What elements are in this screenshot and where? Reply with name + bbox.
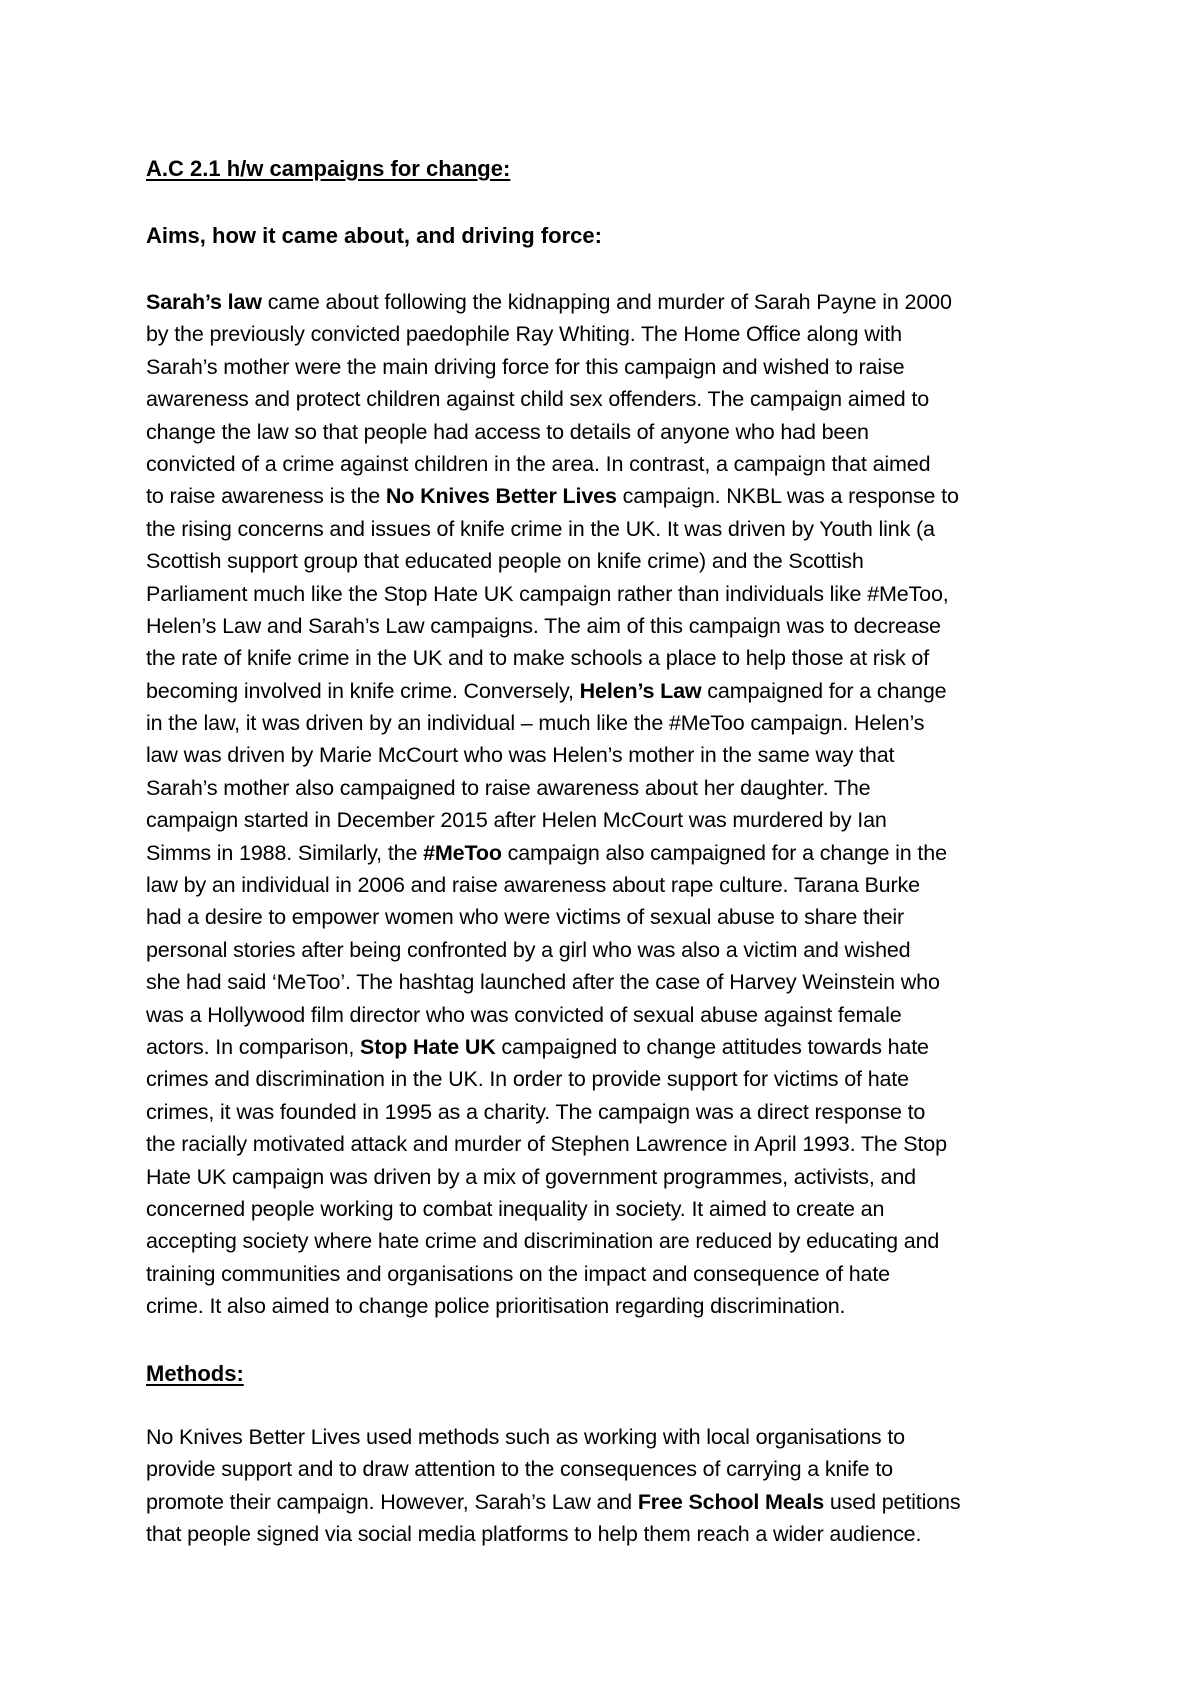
text-line — [146, 351, 1076, 383]
text-line — [146, 578, 1076, 610]
text-line — [146, 480, 1076, 512]
text-run: the racially motivated attack and murder of Stephen Lawrence in April 1993. The Stop — [146, 1132, 947, 1157]
text-run: Sarah’s mother were the main driving force for this campaign and wished to raise — [146, 354, 905, 379]
text-line — [146, 1031, 1076, 1063]
text-run: campaign also campaigned for a change in the — [501, 840, 947, 865]
text-line — [146, 901, 1076, 933]
text-run: personal stories after being confronted by a girl who was also a victim and wished — [146, 937, 911, 962]
text-line — [146, 1258, 1076, 1290]
text-run: had a desire to empower women who were victims of sexual abuse to share their — [146, 905, 905, 930]
text-run: the rising concerns and issues of knife crime in the UK. It was driven by Youth link (a — [146, 516, 935, 541]
text-run: crimes, it was founded in 1995 as a charity. The campaign was a direct response to — [146, 1099, 926, 1124]
text-run: accepting society where hate crime and discrimination are reduced by educating and — [146, 1229, 940, 1254]
text-line — [146, 772, 1076, 804]
text-line — [146, 642, 1076, 674]
text-run: Hate UK campaign was driven by a mix of government programmes, activists, and — [146, 1164, 916, 1189]
text-line — [146, 1453, 1076, 1485]
text-line — [146, 804, 1076, 836]
text-line — [146, 1063, 1076, 1095]
section-heading-methods: Methods: — [146, 1361, 244, 1386]
text-run: by the previously convicted paedophile Ray Whiting. The Home Office along with — [146, 322, 902, 347]
text-line — [146, 1518, 1076, 1550]
text-run: convicted of a crime against children in the area. In contrast, a campaign that aimed — [146, 451, 931, 476]
text-line — [146, 1096, 1076, 1128]
paragraph-methods — [146, 1421, 1076, 1551]
text-line — [146, 869, 1076, 901]
text-run: law by an individual in 2006 and raise awareness about rape culture. Tarana Burke — [146, 873, 920, 898]
bold-campaign-name: Sarah’s law — [146, 290, 262, 314]
text-run: was a Hollywood film director who was convicted of sexual abuse against female — [146, 1002, 902, 1027]
text-line — [146, 675, 1076, 707]
text-run: that people signed via social media platforms to help them reach a wider audience. — [146, 1522, 922, 1547]
text-run: Simms in 1988. Similarly, the — [146, 840, 424, 865]
bold-campaign-name: No Knives Better Lives — [385, 484, 617, 509]
section-heading-aims: Aims, how it came about, and driving force: — [146, 223, 602, 248]
text-line — [146, 1486, 1076, 1518]
text-run: becoming involved in knife crime. Conversely, — [146, 678, 580, 703]
text-run: campaign started in December 2015 after Helen McCourt was murdered by Ian — [146, 808, 887, 833]
text-line — [146, 1290, 1076, 1322]
text-run: awareness and protect children against child sex offenders. The campaign aimed to — [146, 387, 930, 412]
bold-campaign-name: #MeToo — [423, 840, 502, 865]
text-run: campaign. NKBL was a response to — [616, 484, 959, 509]
text-run: campaigned to change attitudes towards hate — [495, 1034, 929, 1059]
document-title: A.C 2.1 h/w campaigns for change: — [146, 156, 511, 181]
text-run: crime. It also aimed to change police prioritisation regarding discrimination. — [146, 1294, 846, 1319]
text-line — [146, 1225, 1076, 1257]
text-run: to raise awareness is the — [146, 484, 386, 509]
text-run: she had said ‘MeToo’. The hashtag launched after the case of Harvey Weinstein who — [146, 970, 940, 995]
text-line — [146, 1161, 1076, 1193]
text-run: used petitions — [824, 1489, 961, 1514]
text-run: promote their campaign. However, Sarah’s Law and — [146, 1489, 638, 1514]
text-line — [146, 610, 1076, 642]
text-line — [146, 837, 1076, 869]
text-line — [146, 1128, 1076, 1160]
text-run: crimes and discrimination in the UK. In order to provide support for victims of hate — [146, 1067, 909, 1092]
text-line — [146, 966, 1076, 998]
text-run: law was driven by Marie McCourt who was Helen’s mother in the same way that — [146, 743, 895, 768]
text-run: the rate of knife crime in the UK and to make schools a place to help those at risk of — [146, 646, 930, 671]
paragraph-aims — [146, 286, 1076, 1323]
text-run: Sarah’s mother also campaigned to raise awareness about her daughter. The — [146, 775, 871, 800]
text-line — [146, 513, 1076, 545]
text-line — [146, 545, 1076, 577]
text-line — [146, 318, 1076, 350]
text-run: Helen’s Law and Sarah’s Law campaigns. The aim of this campaign was to decrease — [146, 613, 941, 638]
text-run: actors. In comparison, — [146, 1034, 361, 1059]
text-run: change the law so that people had access to details of anyone who had been — [146, 419, 869, 444]
text-run: concerned people working to combat inequality in society. It aimed to create an — [146, 1196, 885, 1221]
text-run: campaigned for a change — [701, 678, 947, 703]
text-line — [146, 1193, 1076, 1225]
text-line — [146, 448, 1076, 480]
text-line — [146, 739, 1076, 771]
bold-campaign-name: Free School Meals — [637, 1489, 825, 1514]
text-line — [146, 383, 1076, 415]
text-line — [146, 286, 1076, 318]
text-line — [146, 999, 1076, 1031]
text-run: provide support and to draw attention to the consequences of carrying a knife to — [146, 1457, 893, 1482]
text-run: training communities and organisations on the impact and consequence of hate — [146, 1261, 890, 1286]
bold-campaign-name: Helen’s Law — [579, 678, 702, 703]
text-line — [146, 934, 1076, 966]
text-run: Scottish support group that educated people on knife crime) and the Scottish — [146, 549, 864, 574]
text-line — [146, 416, 1076, 448]
text-line — [146, 707, 1076, 739]
text-line — [146, 1421, 1076, 1453]
text-run: came about following the kidnapping and murder of Sarah Payne in 2000 — [261, 290, 952, 314]
text-run: Parliament much like the Stop Hate UK campaign rather than individuals like #MeToo, — [146, 581, 949, 606]
text-run: in the law, it was driven by an individual – much like the #MeToo campaign. Helen’s — [146, 711, 925, 736]
bold-campaign-name: Stop Hate UK — [360, 1034, 496, 1059]
text-run: No Knives Better Lives used methods such as working with local organisations to — [146, 1425, 905, 1449]
